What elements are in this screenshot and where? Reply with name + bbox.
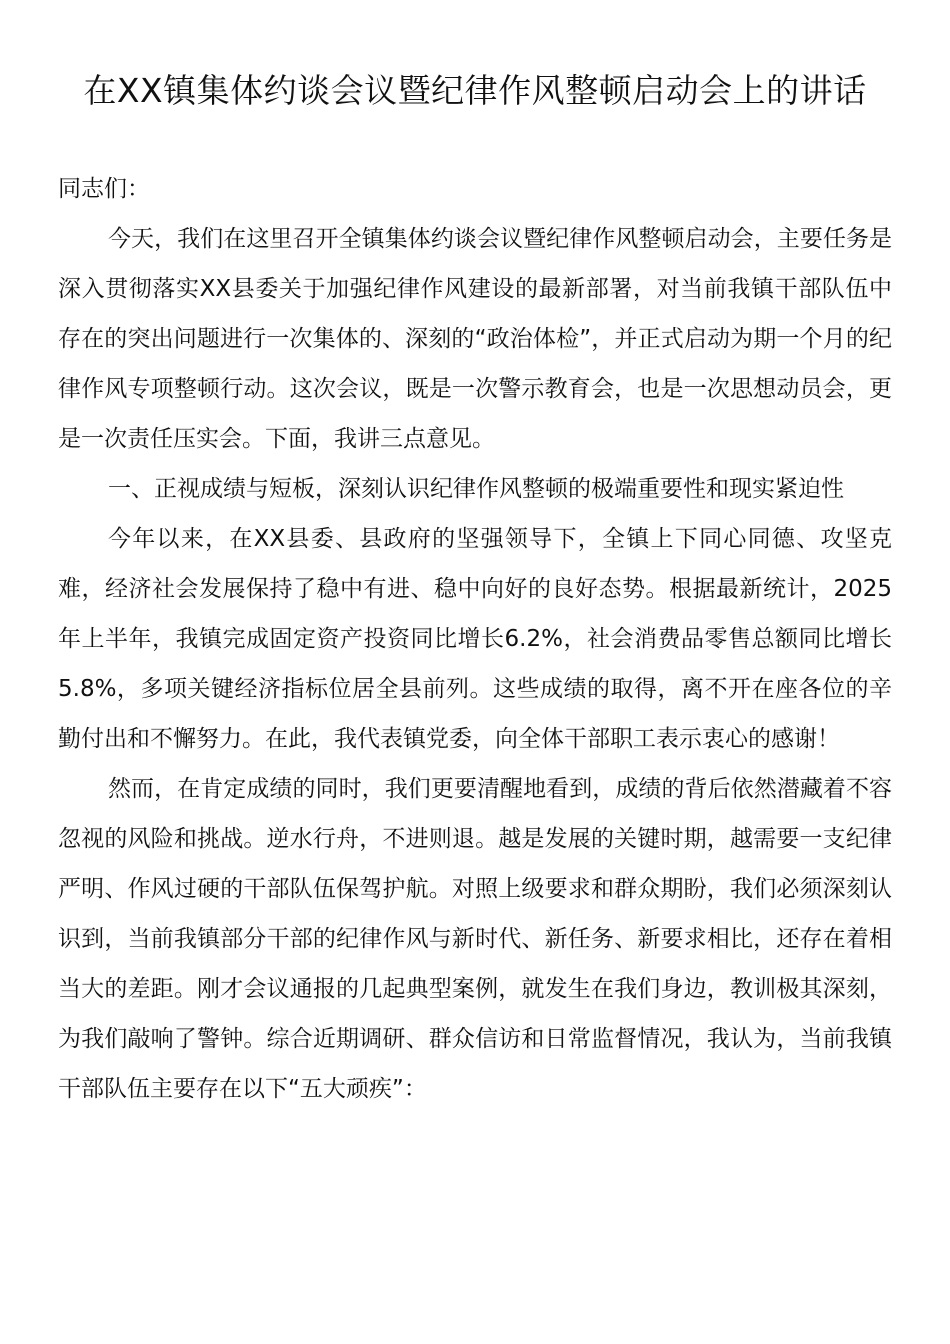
document-title: 在XX镇集体约谈会议暨纪律作风整顿启动会上的讲话: [83, 71, 867, 110]
paragraph-challenges: 然而，在肯定成绩的同时，我们更要清醒地看到，成绩的背后依然潜藏着不容忽视的风险和挑战。逆水行舟，不进则退。越是发展的关键时期，越需要一支纪律严明、作风过硬的干部队伍保驾护航。对照上级要求和群众期盼，我们必须深刻认识到，当前我镇部分干部的纪律作风与新时代、新任务、新要求相比，还存在着相当大的差距。刚才会议通报的几起典型案例，就发生在我们身边，教训极其深刻，为我们敲响了警钟。综合近期调研、群众信访和日常监督情况，我认为，当前我镇干部队伍主要存在以下“五大顽疾”：: [58, 776, 892, 1102]
section-heading-one: 一、正视成绩与短板，深刻认识纪律作风整顿的极端重要性和现实紧迫性: [108, 476, 844, 502]
paragraph-opening: 今天，我们在这里召开全镇集体约谈会议暨纪律作风整顿启动会，主要任务是深入贯彻落实XX县委关于加强纪律作风建设的最新部署，对当前我镇干部队伍中存在的突出问题进行一次集体的、深刻的“政治体检”，并正式启动为期一个月的纪律作风专项整顿行动。这次会议，既是一次警示教育会，也是一次思想动员会，更是一次责任压实会。下面，我讲三点意见。: [58, 226, 892, 452]
salutation: 同志们：: [58, 176, 150, 202]
paragraph-achievements: 今年以来，在XX县委、县政府的坚强领导下，全镇上下同心同德、攻坚克难，经济社会发展保持了稳中有进、稳中向好的良好态势。根据最新统计，2025年上半年，我镇完成固定资产投资同比增长6.2%，社会消费品零售总额同比增长5.8%，多项关键经济指标位居全县前列。这些成绩的取得，离不开在座各位的辛勤付出和不懈努力。在此，我代表镇党委，向全体干部职工表示衷心的感谢！: [58, 526, 892, 752]
document-body: [58, 164, 892, 1114]
